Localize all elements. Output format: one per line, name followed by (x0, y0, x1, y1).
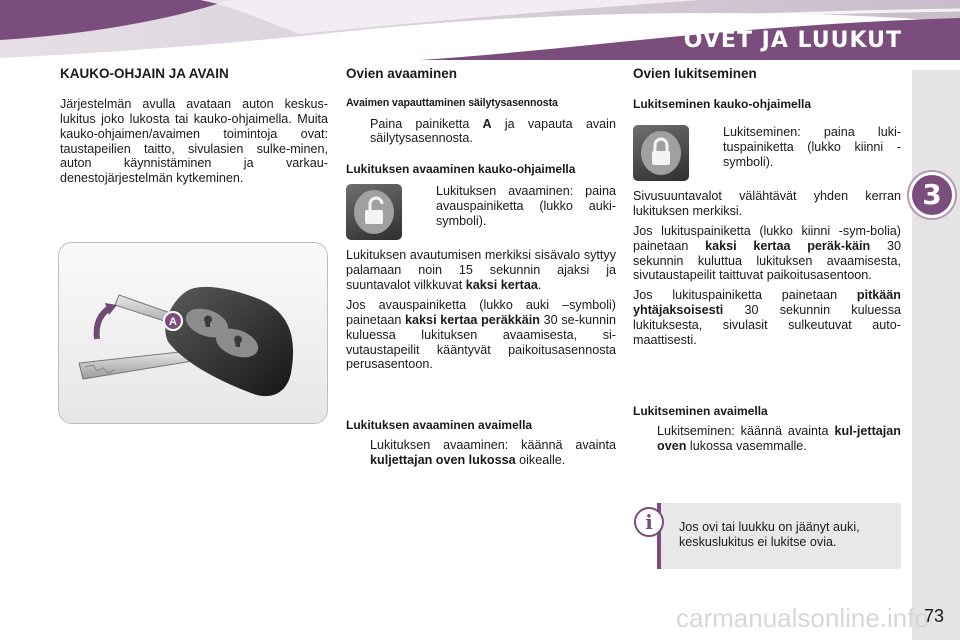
unlock-button-icon (346, 184, 402, 240)
lock-button-icon (633, 125, 689, 181)
lock-remote-row (633, 125, 901, 181)
button-a-ref: A (482, 116, 492, 131)
info-icon: i (634, 507, 664, 537)
section-heading-unlocking: Ovien avaaminen (346, 66, 458, 81)
subheading-unlock-remote: Lukituksen avaaminen kauko-ohjaimella (346, 162, 576, 177)
instruction-unlock-remote: Lukituksen avaaminen: paina avauspainiketta (lukko auki-symboli). (436, 184, 616, 229)
intro-paragraph: Järjestelmän avulla avataan auton keskus-lukitus joko lukosta tai kauko-ohjaimella. Muita kauko-ohjaimen/avaimen toimintoja ovat: taustapeilien taitto, sivulasien sulke-minen, auton käynnistäminen ja varkau-denestojärjestelmän kytkeminen. (60, 97, 328, 186)
subheading-unlock-key: Lukituksen avaaminen avaimella (346, 418, 533, 433)
info-note-text: Jos ovi tai luukku on jäänyt auki, keskuslukitus ei lukitse ovia. (679, 520, 860, 550)
lock-windows-paragraph: Jos lukituspainiketta painetaan pitkään yhtäjaksoisesti 30 sekunnin kuluessa lukituksesta, sivulasit sulkeutuvat auto-maattisesti. (633, 288, 901, 347)
section-heading-locking: Ovien lukitseminen (633, 66, 757, 81)
column-remote-control (60, 66, 328, 191)
subheading-key-release: Avaimen vapauttaminen säilytysasennosta (346, 97, 558, 109)
page-number: 73 (924, 606, 945, 626)
subheading-lock-key: Lukitseminen avaimella (633, 403, 768, 418)
column-locking (633, 66, 901, 458)
page-header (0, 0, 960, 60)
instruction-lock-key: Lukitseminen: käännä avainta kul-jettajan oven lukossa vasemmalle. (657, 423, 901, 453)
lock-indication-paragraph: Sivusuuntavalot välähtävät yhden kerran lukituksen merkiksi. (633, 189, 901, 219)
info-note-box (657, 503, 901, 569)
lock-mirror-paragraph: Jos lukituspainiketta (lukko kiinni -sym-bolia) painetaan kaksi kertaa peräk-käin 30 sekunnin kuluttua lukituksen avaamisesta, sivutaustapeilit taittuvat paikoitusasentoon. (633, 223, 901, 283)
subheading-lock-remote: Lukitseminen kauko-ohjaimella (633, 97, 812, 111)
chapter-title: OVET JA LUUKUT (683, 28, 902, 53)
key-fob-illustration (58, 242, 328, 424)
unlock-mirror-paragraph: Jos avauspainiketta (lukko auki –symboli) painetaan kaksi kertaa peräkkäin 30 se-kunnin kuluessa lukituksen avaamisesta, si-vutaustapeilit kääntyvät paikoitusasennosta perusasentoon. (346, 297, 616, 372)
unlock-remote-row (346, 184, 616, 240)
section-heading-remote-key: KAUKO-OHJAIN JA AVAIN (60, 66, 229, 81)
unlock-indication-paragraph: Lukituksen avautumisen merkiksi sisävalo syttyy palamaan noin 15 sekunnin ajaksi ja suuntavalot vilkkuvat kaksi kertaa. (346, 248, 616, 293)
instruction-lock-remote: Lukitseminen: paina luki-tuspainiketta (lukko kiinni -symboli). (723, 125, 901, 169)
watermark: carmanualsonline.info (676, 603, 929, 633)
chapter-side-strip (912, 70, 960, 640)
key-release-button-label: A (169, 316, 177, 328)
column-unlocking (346, 66, 616, 472)
chapter-number-tab[interactable]: 3 (909, 172, 955, 218)
key-fob-image (59, 243, 328, 424)
instruction-key-release: Paina painiketta A ja vapauta avain säilytysasennosta. (370, 116, 616, 146)
instruction-unlock-key: Lukituksen avaaminen: käännä avainta kuljettajan oven lukossa oikealle. (370, 438, 616, 468)
